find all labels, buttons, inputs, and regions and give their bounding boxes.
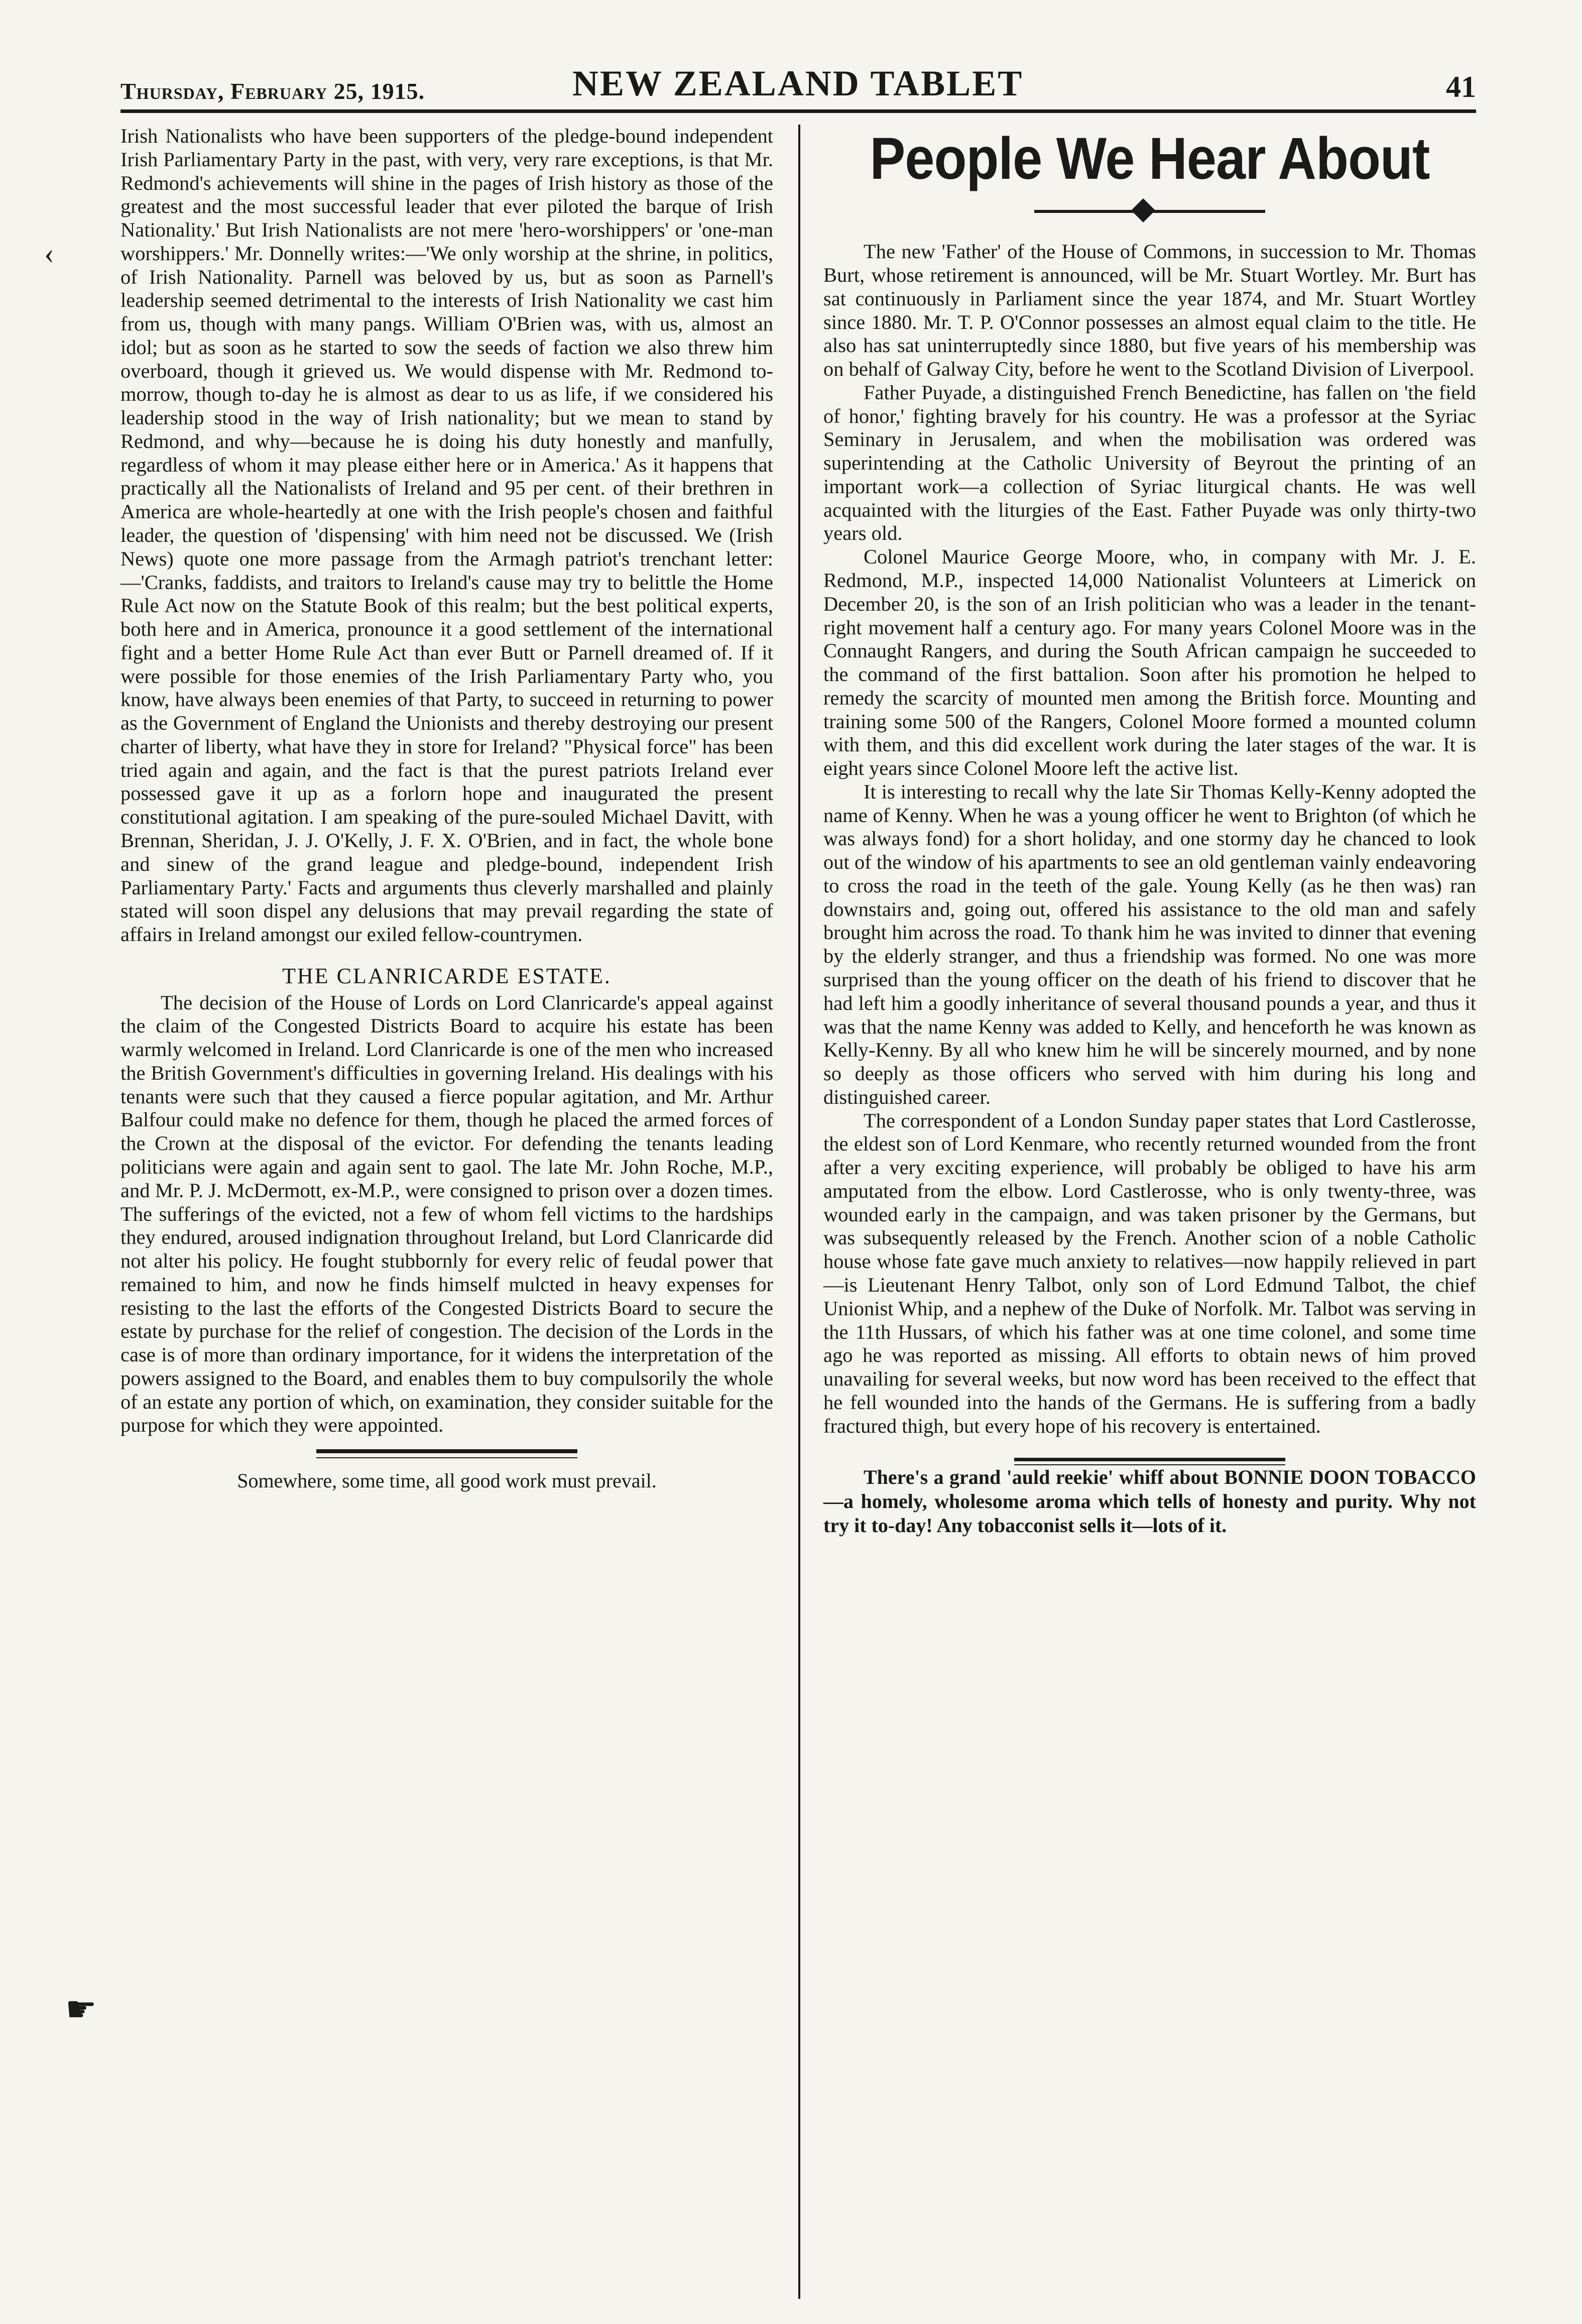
section-heading-clanricarde: THE CLANRICARDE ESTATE. bbox=[282, 963, 612, 988]
masthead bbox=[120, 59, 1476, 113]
paragraph-colonel-moore: Colonel Maurice George Moore, who, in company with Mr. J. E. Redmond, M.P., inspected 14,000 Nationalist Volunteers at Limerick on December 20, is the son of an Irish politician who was a leader in the tenant-right movement half a century ago. For many years Colonel Moore was in the Connaught Rangers, and during the South African campaign he succeeded to the command of the first battalion. Soon after his promotion he helped to remedy the scarcity of mounted men among the British force. Mounting and training some 500 of the Rangers, Colonel Moore formed a mounted column with them, and this did excellent work during the later stages of the war. It is eight years since Colonel Moore left the active list. bbox=[823, 545, 1476, 780]
article-continuation: Irish Nationalists who have been supporters of the pledge-bound independent Irish Parliamentary Party in the past, with very, very rare exceptions, is that Mr. Redmond's achievements will shine in the pages of Irish history as those of the greatest and the most successful leader that ever piloted the barque of Irish Nationality.' But Irish Nationalists are not mere 'hero-worshippers' or 'one-man worshippers.' Mr. Donnelly writes:—'We only worship at the shrine, in politics, of Irish Nationality. Parnell was beloved by us, but as soon as Parnell's leadership seemed detrimental to the interests of Irish Nationality we cast him from us, though with many pangs. William O'Brien was, with us, almost an idol; but as soon as he started to sow the seeds of faction we also threw him overboard, though it grieved us. We would dispense with Mr. Redmond to-morrow, though to-day he is almost as dear to us as life, if we considered his leadership stood in the way of Irish nationality; but we mean to stand by Redmond, and why—because he is doing his duty honestly and manfully, regardless of whom it may please either here or in America.' As it happens that practically all the Nationalists of Ireland and 95 per cent. of their brethren in America are whole-heartedly at one with the Irish people's chosen and faithful leader, the question of 'dispensing' with him need not be discussed. We (Irish News) quote one more passage from the Armagh patriot's trenchant letter:—'Cranks, faddists, and traitors to Ireland's cause may try to belittle the Home Rule Act now on the Statute Book of this realm; but the best political experts, both here and in America, pronounce it a good settlement of the international fight and a better Home Rule Act than ever Butt or Parnell dreamed of. If it were possible for those enemies of the Irish Parliamentary Party who, you know, have always been enemies of that Party, to succeed in returning to power as the Government of England the Unionists and thereby destroying our present charter of liberty, what have they in store for Ireland? "Physical force" has been tried again and again, and the fact is that the purest patriots Ireland ever possessed gave it up as a forlorn hope and inaugurated the present constitutional agitation. I am speaking of the pure-souled Michael Davitt, with Brennan, Sheridan, J. J. O'Kelly, J. F. X. O'Brien, and in fact, the whole bone and sinew of the grand league and pledge-bound, independent Irish Parliamentary Party.' Facts and arguments thus cleverly marshalled and plainly stated will soon dispel any delusions that may prevail regarding the state of affairs in Ireland amongst our exiled fellow-countrymen. bbox=[120, 125, 773, 946]
clanricarde-article: The decision of the House of Lords on Lord Clanricarde's appeal against the claim of the Congested Districts Board to acquire his estate has been warmly welcomed in Ireland. Lord Clanricarde is one of the men who increased the British Government's difficulties in governing Ireland. His dealings with his tenants were such that they caused a fierce popular agitation, and Mr. Arthur Balfour could make no defence for them, though he placed the armed forces of the Crown at the disposal of the evictor. For defending the tenants leading politicians were again and again sent to gaol. The late Mr. John Roche, M.P., and Mr. P. J. McDermott, ex-M.P., were consigned to prison over a dozen times. The sufferings of the evicted, not a few of whom fell victims to the hardships they endured, aroused indignation throughout Ireland, but Lord Clanricarde did not alter his policy. He fought stubbornly for every relic of feudal power that remained to him, and now he finds himself mulcted in heavy expenses for resisting to the last the efforts of the Congested Districts Board to secure the estate by purchase for the relief of congestion. The decision of the Lords in the case is of more than ordinary importance, for it widens the interpretation of the powers assigned to the Board, and enables them to buy compulsorily the whole of an estate any portion of which, on examination, they consider suitable for the purpose for which they were appointed. bbox=[120, 991, 773, 1437]
title-ornament bbox=[823, 197, 1476, 227]
issue-date: Thursday, February 25, 1915. bbox=[120, 78, 425, 104]
column-divider bbox=[798, 125, 800, 2299]
masthead-rule bbox=[120, 111, 1476, 112]
paragraph-kelly-kenny: It is interesting to recall why the late Sir Thomas Kelly-Kenny adopted the name of Kenny. When he was a young officer he went to Brighton (of which he was always fond) for a short holiday, and one stormy day he chanced to look out of the window of his apartments to see an old gentleman vainly endeavoring to cross the road in the teeth of the gale. Young Kelly (as he then was) ran downstairs and, going out, offered his assistance to the old man and safely brought him across the road. To thank him he was invited to dinner that evening by the elderly stranger, and thus a friendship was formed. No one was more surprised than the young officer on the death of his friend to discover that he had left him a goodly inheritance of several thousand pounds a year, and thus it was that the name Kenny was added to Kelly, and henceforth he was known as Kelly-Kenny. By all who knew him he will be sincerely mourned, and by none so deeply as those officers who served with him during his long and distinguished career. bbox=[823, 780, 1476, 1108]
tobacco-advert: There's a grand 'auld reekie' whiff about BONNIE DOON TOBACCO—a homely, wholesome aroma which tells of honesty and purity. Why not try it to-day! Any tobacconist sells it—lots of it. bbox=[823, 1466, 1476, 1537]
page-number: 41 bbox=[1446, 70, 1476, 103]
section-title-people: People We Hear About bbox=[870, 126, 1430, 192]
motto-line: Somewhere, some time, all good work must prevail. bbox=[237, 1469, 657, 1492]
paragraph-father-of-house: The new 'Father' of the House of Commons, in succession to Mr. Thomas Burt, whose retirement is announced, will be Mr. Stuart Wortley. Mr. Burt has sat continuously in Parliament since the year 1874, and Mr. Stuart Wortley since 1880. Mr. T. P. O'Connor possesses an almost equal claim to the title. He also has sat uninterruptedly since 1880, but five years of his membership was on behalf of Galway City, before he went to the Scotland Division of Liverpool. bbox=[823, 240, 1476, 381]
right-column bbox=[823, 125, 1476, 2294]
pointing-hand-icon: ☛ bbox=[65, 1991, 97, 2029]
left-column bbox=[120, 125, 773, 2294]
paragraph-castlerosse: The correspondent of a London Sunday paper states that Lord Castlerosse, the eldest son of Lord Kenmare, who recently returned wounded from the front after a very exciting experience, will probably be obliged to have his arm amputated from the elbow. Lord Castlerosse, who is only twenty-three, was wounded early in the campaign, and was taken prisoner by the Germans, but was subsequently released by the French. Another scion of a noble Catholic house whose fate gave much anxiety to relatives—now happily relieved in part—is Lieutenant Henry Talbot, only son of Lord Edmund Talbot, the chief Unionist Whip, and a nephew of the Duke of Norfolk. Mr. Talbot was serving in the 11th Hussars, of which his father was at one time colonel, and some time ago he was reported as missing. All efforts to obtain news of him proved unavailing for several weeks, but now word has been received to the effect that he fell wounded into the hands of the Germans. He is suffering from a badly fractured thigh, but every hope of his recovery is entertained. bbox=[823, 1109, 1476, 1437]
diamond-icon bbox=[1131, 198, 1155, 222]
newspaper-title: NEW ZEALAND TABLET bbox=[572, 63, 1024, 103]
double-rule-divider bbox=[316, 1449, 577, 1458]
advert-rule bbox=[1014, 1458, 1285, 1465]
paragraph-father-puyade: Father Puyade, a distinguished French Benedictine, has fallen on 'the field of honor,' fighting bravely for his country. He was a professor at the Syriac Seminary in Jerusalem, and when the mobilisation was ordered was superintending at the Catholic University of Beyrout the printing of an important work—a collection of Syriac liturgical chants. He was well acquainted with the liturgies of the East. Father Puyade was only thirty-two years old. bbox=[823, 381, 1476, 545]
margin-mark-icon: ‹ bbox=[44, 237, 54, 270]
